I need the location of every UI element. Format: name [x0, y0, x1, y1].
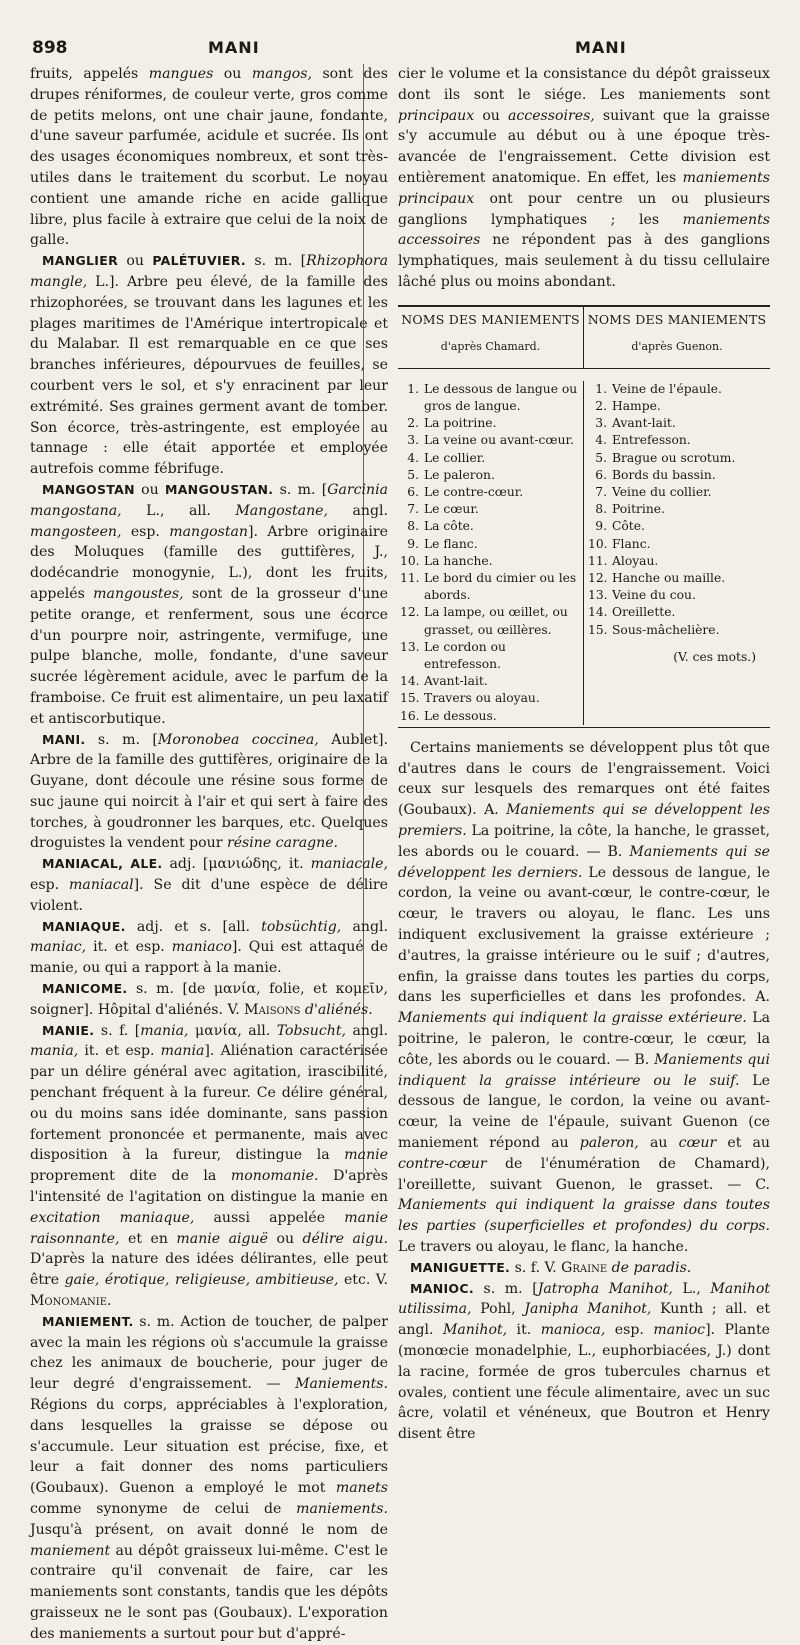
table-row [400, 553, 579, 570]
table-row [400, 536, 579, 553]
table-row [400, 570, 579, 604]
row-label: La lampe, ou œillet, ou grasset, ou œillères. [424, 605, 568, 637]
row-label: Brague ou scrotum. [612, 450, 736, 465]
row-number: 10. [588, 536, 608, 551]
headword: MANI. [42, 731, 86, 747]
table-row [588, 467, 770, 484]
row-number: 5. [595, 450, 607, 465]
entry-continuation: fruits, appelés mangues ou mangos, sont des drupes réniformes, de couleur verte, gros comme de petits melons, ont une chair jaune, fondante, d'une saveur parfumée, acidule et sucrée. Ils ont des usages économiques nombreux, et sont très-utiles dans le traitement du scorbut. Le noyau contient une amande riche en acide gallique libre, plus facile à extraire que celui de la noix de galle. [30, 66, 388, 249]
row-label: Oreillette. [612, 605, 676, 620]
row-number: 1. [595, 381, 607, 396]
row-number: 12. [400, 605, 420, 620]
row-number: 11. [588, 553, 608, 568]
entry-manicome: MANICOME. s. m. [de μανία, folie, et κομεῖν, soigner]. Hôpital d'aliénés. V. Maisons d'aliénés. [30, 981, 388, 1018]
table-column-guenon [584, 381, 770, 725]
row-label: Le dessous de langue ou gros de langue. [424, 381, 578, 413]
row-number: 3. [595, 416, 607, 431]
row-label: La poitrine. [424, 416, 497, 431]
row-number: 7. [407, 502, 419, 517]
headword: MANIACAL, ALE. [42, 856, 163, 872]
table-row [588, 553, 770, 570]
table-row [588, 450, 770, 467]
row-number: 11. [400, 571, 420, 585]
table-column-chamard [398, 381, 584, 725]
page-number: 898 [32, 38, 68, 58]
row-number: 16. [400, 708, 420, 723]
row-label: La côte. [424, 519, 474, 534]
row-label: Sous-mâchelière. [612, 622, 720, 637]
row-number: 6. [407, 484, 419, 499]
headword: PALÉTUVIER. [152, 253, 246, 269]
row-number: 10. [400, 553, 420, 568]
table-row [400, 604, 579, 638]
table-row [588, 604, 770, 621]
table-row [588, 484, 770, 501]
row-label: Poitrine. [612, 502, 665, 517]
entry-manioc: MANIOC. s. m. [Jatropha Manihot, L., Manihot utilissima, Pohl, Janipha Manihot, Kunth ; all. et angl. Manihot, it. manioca, esp. manioc]. Plante (monœcie monadelphie, L., euphorbiacées, J.) dont la racine, formée de gros tubercules charnus et ovales, contient une fécule alimentaire, avec un suc âcre, volatil et vénéneux, que Boutron et Henry disent être [398, 1280, 771, 1443]
row-label: Hampe. [612, 398, 661, 413]
table-row [588, 398, 770, 415]
table-row [400, 467, 579, 484]
row-label: Le dessous. [424, 708, 497, 723]
table-row [400, 518, 579, 535]
headword: MANIE. [42, 1022, 95, 1038]
headword: MANGOUSTAN. [164, 481, 274, 497]
column-header: NOMS DES MANIEMENTS d'après Guenon. [587, 311, 767, 353]
entry-maniaque: MANIAQUE. adj. et s. [all. tobsüchtig, angl. maniac, it. et esp. maniaco]. Qui est attaqué de manie, ou qui a rapport à la manie. [30, 918, 388, 977]
row-label: Le cœur. [424, 502, 479, 517]
table-row [588, 381, 770, 398]
row-label: Entrefesson. [612, 433, 691, 448]
running-head-right: MANI [575, 38, 627, 57]
running-head-left: MANI [208, 38, 260, 57]
headword: MANGOSTAN [42, 481, 135, 497]
row-label: Veine du collier. [612, 484, 712, 499]
table-row [400, 673, 579, 690]
maniements-table [398, 305, 770, 728]
headword: MANIEMENT. [42, 1313, 134, 1329]
headword: MANICOME. [42, 981, 128, 997]
row-number: 14. [400, 674, 420, 689]
headword: MANIOC. [410, 1280, 474, 1296]
table-row [400, 690, 579, 707]
table-row [588, 536, 770, 553]
row-label: Le collier. [424, 450, 486, 465]
entry-manie: MANIE. s. f. [mania, μανία, all. Tobsucht, angl. mania, it. et esp. mania]. Aliénation caractérisée par un délire général avec agitation, irascibilité, penchant fréquent à la fureur. Ce délire général, ou du moins sans idée dominante, sans passion fortement prononcée et permanente, mais avec disposition à la fureur, distingue la manie proprement dite de la monomanie. D'après l'intensité de l'agitation on distingue la manie en excitation maniaque, aussi appelée manie raisonnante, et en manie aiguë ou délire aigu. D'après la nature des idées délirantes, elle peut être gaie, érotique, religieuse, ambitieuse, etc. V. Monomanie. [30, 1022, 389, 1310]
table-row [588, 501, 770, 518]
entry-maniement: MANIEMENT. s. m. Action de toucher, de palper avec la main les régions où s'accumule la graisse chez les animaux de boucherie, pour juger de leur degré d'engraissement. — Maniements. Régions du corps, appréciables à l'exploration, dans lesquelles la graisse se dépose ou s'accumule. Leur situation est précise, fixe, et leur a fait donner des noms particuliers (Goubaux). Guenon a employé le mot manets comme synonyme de celui de maniements. Jusqu'à présent, on avait donné le nom de maniement au dépôt graisseux lui-même. C'est le contraire qu'il convenait de faire, car les maniements sont constants, tandis que les dépôts graisseux ne le sont pas (Goubaux). L'exporation des maniements a surtout pour but d'appré- [30, 1313, 388, 1642]
paragraph-development: Certains maniements se développent plus tôt que d'autres dans le cours de l'engraissement. Voici ceux sur lesquels des remarques ont été faites (Goubaux). A. Maniements qui se développent les premiers. La poitrine, la côte, la hanche, le grasset, les abords ou le couard. — B. Maniements qui se développent les derniers. Le dessous de langue, le cordon, la veine ou avant-cœur, le contre-cœur, le cœur, le travers ou aloyau, le flanc. Les uns indiquent exclusivement la graisse extérieure ; d'autres, la graisse intérieure ou le suif ; d'autres, enfin, la graisse dans toutes les parties du corps, dans les superficielles et dans les profondes. A. Maniements qui indiquent la graisse extérieure. La poitrine, le paleron, le contre-cœur, le cœur, la côte, les abords ou le couard. — B. Maniements qui indiquent la graisse intérieure ou le suif. Le dessous de langue, le cordon, la veine ou avant-cœur, la veine de l'épaule, suivant Guenon (ce maniement répond au paleron, au cœur et au contre-cœur de l'énumération de Chamard), l'oreillette, suivant Guenon, le grasset. — C. Maniements qui indiquent la graisse dans toutes les parties (superficielles et profondes) du corps. Le travers ou aloyau, le flanc, la hanche. [398, 739, 771, 1255]
table-row [400, 484, 579, 501]
row-number: 9. [407, 536, 419, 551]
table-body [398, 369, 770, 727]
row-number: 8. [595, 502, 607, 517]
row-label: Aloyau. [612, 553, 659, 568]
row-label: Le flanc. [424, 536, 478, 551]
row-label: Le paleron. [424, 467, 495, 482]
table-row [588, 622, 770, 639]
row-label: Hanche ou maille. [612, 571, 726, 585]
column-header: NOMS DES MANIEMENTS d'après Chamard. [398, 307, 584, 368]
table-row [400, 450, 579, 467]
left-column [30, 64, 388, 1645]
table-row [400, 501, 579, 518]
table-row [588, 415, 770, 432]
entry-continuation: cier le volume et la consistance du dépôt graisseux dont ils sont le siége. Les maniements sont principaux ou accessoires, suivant que la graisse s'y accumule au début ou à une époque très-avancée de l'engraissement. Cette division est entièrement anatomique. En effet, les maniements principaux ont pour centre un ou plusieurs ganglions lymphatiques ; les maniements accessoires ne répondent pas à des ganglions lymphatiques, mais seulement à du tissu cellulaire lâché plus ou moins abondant. [398, 66, 770, 290]
table-header [398, 307, 770, 369]
table-note: (V. ces mots.) [673, 649, 756, 664]
row-label: Côte. [612, 519, 645, 534]
row-number: 15. [588, 622, 608, 637]
row-number: 2. [595, 398, 607, 413]
headword: MANIGUETTE. [410, 1259, 511, 1275]
row-number: 13. [400, 639, 420, 654]
entry-manglier: MANGLIER ou PALÉTUVIER. s. m. [Rhizophora mangle, L.]. Arbre peu élevé, de la famille des rhizophorées, se trouvant dans les lagunes et les plages maritimes de l'Amérique intertropicale et du Malabar. Il est remarquable en ce que ses branches inférieures, dépourvues de feuilles, se courbent vers le sol, et s'y enracinent par leur extrémité. Ses graines germent avant de tomber. Son écorce, très-astringente, est employée au tannage : elle était apportée et employée autrefois comme fébrifuge. [30, 253, 388, 478]
table-row [400, 708, 579, 725]
row-label: Le cordon ou entrefesson. [424, 639, 506, 672]
table-row [400, 432, 579, 449]
right-column [398, 64, 770, 1445]
page-header [30, 30, 770, 64]
row-number: 3. [407, 433, 419, 448]
table-row [588, 518, 770, 535]
row-label: Le bord du cimier ou les abords. [424, 571, 577, 603]
row-number: 6. [595, 467, 607, 482]
headword: MANGLIER [42, 253, 119, 269]
row-number: 1. [407, 381, 419, 396]
table-row [588, 432, 770, 449]
row-label: La veine ou avant-cœur. [424, 433, 574, 448]
row-label: Avant-lait. [612, 416, 676, 431]
row-number: 4. [595, 433, 607, 448]
row-label: La hanche. [424, 553, 493, 568]
table-row [588, 570, 770, 587]
table-row [588, 587, 770, 604]
row-label: Flanc. [612, 536, 651, 551]
row-label: Le contre-cœur. [424, 484, 524, 499]
row-number: 2. [407, 416, 419, 431]
row-number: 7. [595, 484, 607, 499]
row-number: 13. [588, 588, 608, 603]
row-number: 12. [588, 571, 608, 585]
row-number: 4. [407, 450, 419, 465]
row-number: 5. [407, 467, 419, 482]
row-label: Travers ou aloyau. [424, 691, 540, 706]
row-label: Veine de l'épaule. [612, 381, 722, 396]
row-label: Veine du cou. [612, 588, 696, 603]
entry-mani: MANI. s. m. [Moronobea coccinea, Aublet]. Arbre de la famille des guttifères, originaire de la Guyane, dont découle une résine sous forme de suc jaune qui noircit à l'air et qui sert à faire des torches, à goudronner les barques, etc. Quelques droguistes la vendent pour résine caragne. [30, 731, 388, 852]
row-number: 8. [407, 519, 419, 534]
headword: MANIAQUE. [42, 918, 126, 934]
table-row [400, 639, 579, 673]
row-number: 15. [400, 691, 420, 706]
table-row [400, 381, 579, 415]
table-row [400, 415, 579, 432]
entry-maniacal: MANIACAL, ALE. adj. [μανιώδης, it. maniacale, esp. maniacal]. Se dit d'une espèce de délire violent. [30, 856, 388, 914]
row-number: 9. [595, 519, 607, 534]
entry-mangostan: MANGOSTAN ou MANGOUSTAN. s. m. [Garcinia mangostana, L., all. Mangostane, angl. mangosteen, esp. mangostan]. Arbre originaire des Moluques (famille des guttifères, J., dodécandrie monogynie, L.), dont les fruits, appelés mangoustes, sont de la grosseur d'une petite orange, et renferment, sous une écorce d'un pourpre noir, astringente, vermifuge, une pulpe blanche, molle, fondante, d'une saveur sucrée légèrement acidule, avec le parfum de la framboise. Ce fruit est alimentaire, un peu laxatif et antiscorbutique. [30, 481, 388, 727]
row-label: Avant-lait. [424, 674, 488, 689]
row-label: Bords du bassin. [612, 467, 716, 482]
row-number: 14. [588, 605, 608, 620]
entry-maniguette: MANIGUETTE. s. f. V. Graine de paradis. [410, 1259, 692, 1276]
